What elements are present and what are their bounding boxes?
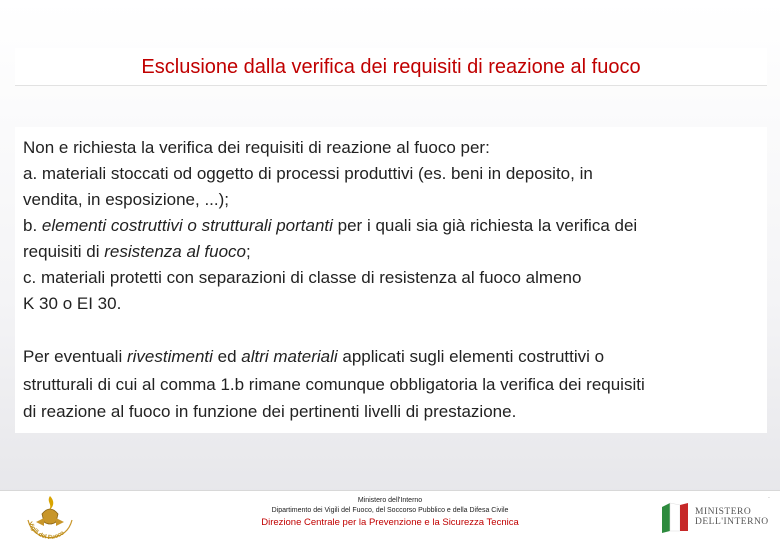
coverings-line2: strutturali di cui al comma 1.b rimane comunque obbligatoria la verifica dei requisiti <box>23 374 645 394</box>
item-a-line2: vendita, in esposizione, ...); <box>23 190 230 209</box>
intro-line: Non e richiesta la verifica dei requisiti di reazione al fuoco per: <box>23 138 490 157</box>
content-box <box>15 127 767 433</box>
paragraph-exclusions <box>23 135 763 317</box>
footer-line3: Direzione Centrale per la Prevenzione e la Sicurezza Tecnica <box>261 517 519 528</box>
item-a-line1: a. materiali stoccati od oggetto di processi produttivi (es. beni in deposito, in <box>23 164 593 183</box>
italian-flag-icon <box>660 501 690 533</box>
corner-mark: . <box>768 493 770 500</box>
footer-line2: Dipartimento dei Vigili del Fuoco, del Soccorso Pubblico e della Difesa Civile <box>271 507 509 514</box>
coverings-line1: Per eventuali rivestimenti ed altri materiali applicati sugli elementi costruttivi o <box>23 347 605 366</box>
vigili-del-fuoco-emblem-icon <box>20 492 80 540</box>
item-b-line1: b. elementi costruttivi o strutturali portanti per i quali sia già richiesta la verifica dei <box>23 216 638 235</box>
svg-text:Vigili del Fuoco: Vigili del Fuoco <box>26 521 66 540</box>
item-b-line2: requisiti di resistenza al fuoco; <box>23 242 251 261</box>
footer-line1: Ministero dell'Interno <box>357 497 423 504</box>
coverings-line3: di reazione al fuoco in funzione dei pertinenti livelli di prestazione. <box>23 402 517 421</box>
title-box <box>15 48 767 86</box>
paragraph-coverings <box>23 343 763 426</box>
item-c-line1: c. materiali protetti con separazioni di classe di resistenza al fuoco almeno <box>23 268 582 287</box>
ministero-interno-logo <box>660 501 770 537</box>
item-c-line2: K 30 o EI 30. <box>23 294 122 313</box>
footer <box>0 490 780 541</box>
ministry-wordmark: MINISTERO DELL'INTERNO <box>695 507 769 527</box>
slide-title: Esclusione dalla verifica dei requisiti di reazione al fuoco <box>141 56 641 78</box>
footer-ministry-info <box>215 496 565 530</box>
